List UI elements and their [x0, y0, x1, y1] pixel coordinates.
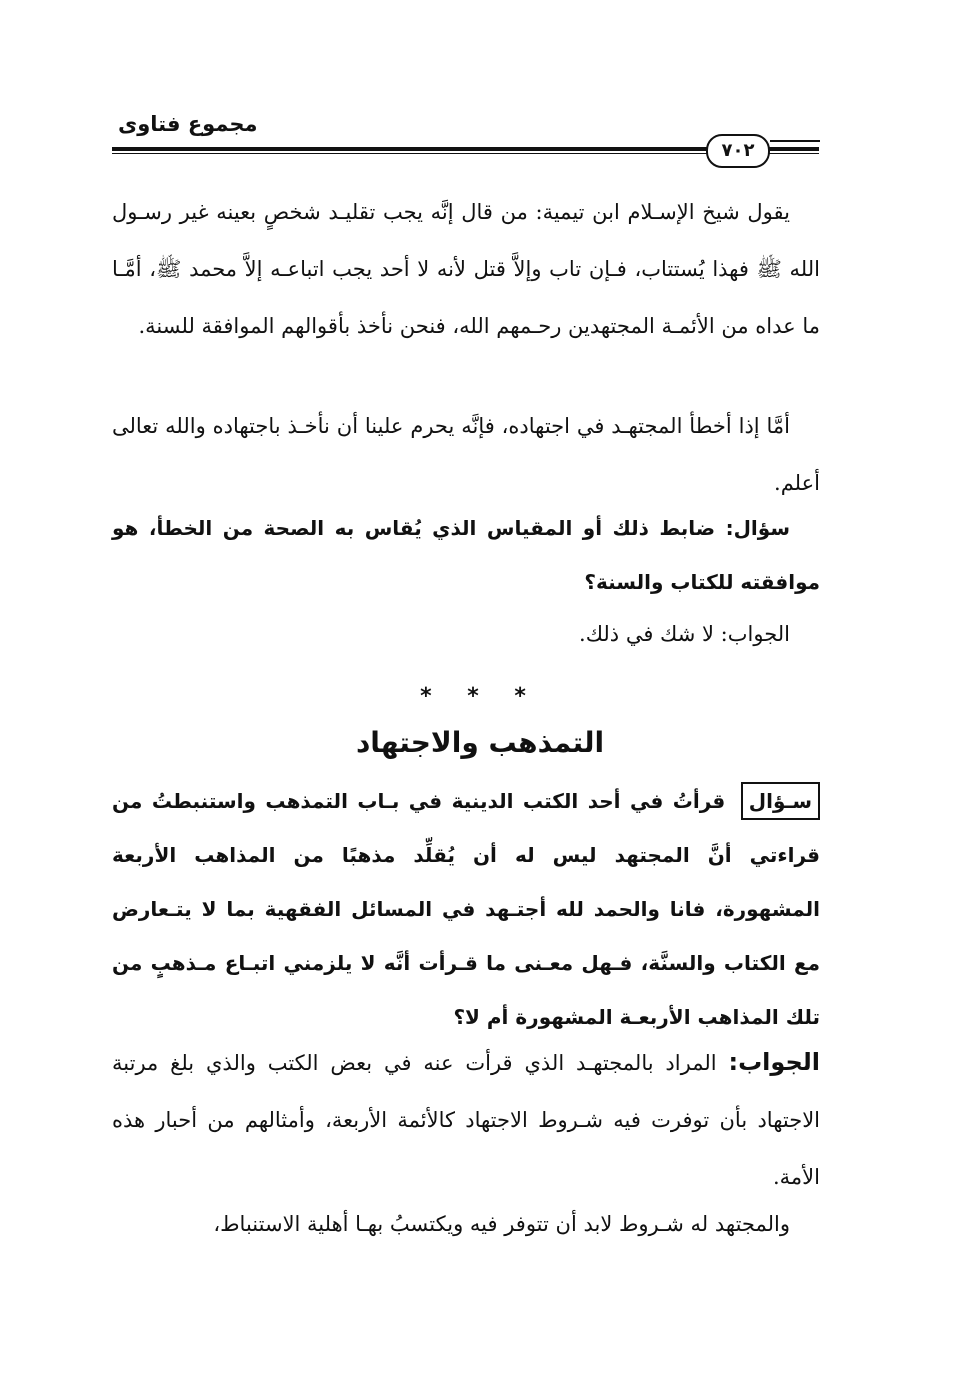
paragraph-text: أمَّا إذا أخطأ المجتهـد في اجتهاده، فإنَّه يحرم علينا أن نأخـذ باجتهاده والله تعالى أعلم.: [112, 414, 820, 495]
section-separator: * * *: [420, 684, 540, 709]
paragraph-mujtahid-conditions: [112, 1196, 820, 1253]
answer-label: الجواب:: [728, 1048, 820, 1076]
paragraph-mujtahid-error: [112, 398, 820, 512]
answer-text: الجواب: لا شك في ذلك.: [579, 622, 790, 646]
running-header-title: مجموع فتاوى: [118, 112, 258, 136]
question-label-box: سـؤال: [741, 782, 820, 820]
answer-no-doubt: [112, 606, 820, 663]
header-rule-short: [770, 140, 820, 142]
paragraph-text: والمجتهد له شـروط لابد أن تتوفر فيه ويكتسبُ بهـا أهلية الاستنباط،: [213, 1212, 790, 1236]
answer-text: المراد بالمجتهـد الذي قرأت عنه في بعض الكتب والذي بلغ مرتبة الاجتهاد بأن توفرت فيه شـروط الاجتهاد كالأئمة الأربعة، وأمثالهم من أحبار هذه الأمة.: [112, 1051, 820, 1189]
answer-mujtahid-definition: [112, 1034, 820, 1206]
question-criterion: [112, 501, 820, 609]
paragraph-text: يقول شيخ الإسـلام ابن تيمية: من قال إنَّه يجب تقليـد شخصٍ بعينه غير رسـول الله ﷺ فهذا يُستتاب، فـإن تاب وإلاَّ قتل لأنه لا أحد يجب اتباعـه إلاَّ محمد ﷺ، أمَّـا ما عداه من الأئمـة المجتهدين رحـمهم الله، فنحن نأخذ بأقوالهم الموافقة للسنة.: [112, 200, 820, 338]
page-number: ٧٠٢: [706, 134, 770, 168]
section-title: التمذهب والاجتهاد: [355, 726, 605, 759]
question-madhhab: [112, 774, 820, 1044]
question-text: سؤال: ضابط ذلك أو المقياس الذي يُقاس به الصحة من الخطأ، هو موافقته للكتاب والسنة؟: [112, 516, 820, 594]
question-text: قرأتُ في أحد الكتب الدينية في بـاب التمذهب واستنبطتُ من قراءتي أنَّ المجتهد ليس له أن يُقلِّد مذهبًا من المذاهب الأربعة المشهورة، فانا والحمد لله أجتـهد في المسائل الفقهية بما لا يتـعارض مع الكتاب والسنَّة، فـهل معـنى ما قـرأت أنَّه لا يلزمني اتبـاع مـذهبٍ من تلك المذاهب الأربعـة المشهورة أم لا؟: [112, 789, 820, 1029]
paragraph-ibn-taymiyyah-quote: [112, 184, 820, 355]
